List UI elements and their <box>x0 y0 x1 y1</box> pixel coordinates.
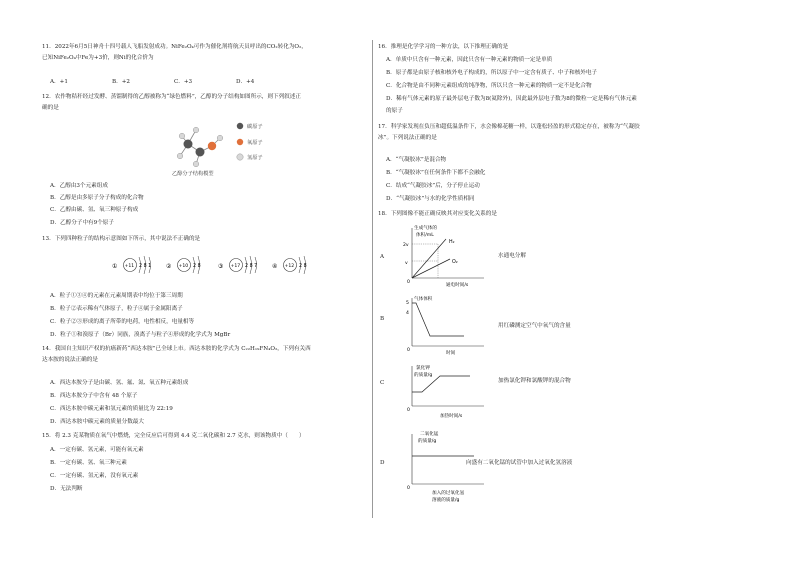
q11-option-d: D．+4 <box>236 79 255 85</box>
q14-option-c: C．西达本胺中碳元素和氢元素的质量比为 22:19 <box>50 406 173 412</box>
q11-option-b: B．+2 <box>112 79 130 85</box>
legend-oxygen: 氧原子 <box>247 140 263 146</box>
graph-b-tick-5: 5 <box>406 301 409 306</box>
particle-1 <box>112 256 151 274</box>
q17-option-a: A．“气凝胶冰”是混合物 <box>386 157 447 163</box>
graph-b-description: 用红磷测定空气中氧气的含量 <box>498 323 571 329</box>
graph-c-ylabel1: 氯化钾 <box>416 366 430 371</box>
graph-d-xlabel2: 溶液的质量/g <box>432 498 460 503</box>
q15-option-c: C．一定有碳、氢元素，没有氧元素 <box>50 473 139 479</box>
ethanol-molecule-figure <box>162 116 282 178</box>
q18-d-letter: D <box>380 460 385 466</box>
q15-option-a: A．一定有碳、氢元素，可能有氧元素 <box>50 447 144 453</box>
particle-3-nucleus: +17 <box>230 264 241 269</box>
q16-option-b: B．原子都是由原子核和核外电子构成的，所以原子中一定含有质子、中子和核外电子 <box>386 70 598 76</box>
q12-line2: 确的是 <box>42 105 59 112</box>
graph-d-ylabel2: 的质量/g <box>418 439 437 444</box>
question-15 <box>42 433 305 439</box>
graph-a-ylabel2: 体积/mL <box>416 233 434 238</box>
particle-2-label: ② <box>166 263 172 270</box>
molecule-caption: 乙醇分子结构模型 <box>172 171 214 177</box>
graph-c-ylabel2: 的质量/g <box>414 373 433 378</box>
q17-option-d: D．“气凝胶冰”与水的化学性质相同 <box>386 196 475 202</box>
q13-option-c: C．粒子②③形成的离子所带的电荷，电性相反，电量相等 <box>50 319 195 325</box>
q12-option-d: D．乙醇分子中有9个原子 <box>50 220 114 226</box>
question-18 <box>378 211 497 217</box>
graph-d-xlabel1: 加入的过氧化氢 <box>432 491 465 496</box>
graph-d-ylabel1: 二氧化锰 <box>420 432 439 437</box>
graph-d-origin: 0 <box>407 486 410 491</box>
q12-option-c: C．乙醇由碳、氢、氧三种原子构成 <box>50 207 139 213</box>
particle-4-electrons: 2 8 <box>299 264 307 269</box>
graph-b-ylabel: 气体体积 <box>414 297 433 302</box>
graph-a-h2-label: H₂ <box>449 240 455 245</box>
molecule-legend <box>237 122 263 161</box>
particle-1-electrons: 2 8 1 <box>139 264 152 269</box>
graph-a-h2-line <box>412 239 446 278</box>
q13-line1: 13．下列四种粒子的结构示意图如下所示，其中说法不正确的是 <box>42 236 201 242</box>
question-16 <box>378 44 508 50</box>
particle-2 <box>166 256 201 274</box>
question-17 <box>378 124 640 142</box>
particle-3-label: ③ <box>218 263 224 270</box>
graph-c-line <box>412 376 470 392</box>
q13-option-a: A．粒子①③④的元素在元素周期表中均位于第三周期 <box>50 293 183 299</box>
graph-a-description: 水通电分解 <box>498 253 526 259</box>
particle-2-electrons: 2 8 <box>193 264 201 269</box>
particle-3 <box>218 256 257 274</box>
graph-b-line <box>412 303 464 336</box>
q12-line1: 12．农作物秸秆经过发酵、蒸馏制得的乙醇被称为“绿色燃料”，乙醇的分子结构如图所示，则下列叙述正 <box>42 94 301 100</box>
graph-a-o2-label: O₂ <box>452 260 458 265</box>
question-14 <box>42 346 311 364</box>
q13-option-d: D．粒子①和溴原子（Br）同族，溴离子与粒子④形成的化学式为 MgBr <box>50 332 231 338</box>
q17-option-b: B．“气凝胶冰”在任何条件下都不会融化 <box>386 170 486 176</box>
q15-line1: 15．将 2.3 克某物质在氧气中燃烧，完全反应后可得到 4.4 克二氧化碳和 2.7 克水，则该物质中（ ） <box>42 433 305 439</box>
graph-c <box>394 362 489 426</box>
graph-b-xlabel: 时间 <box>446 351 456 356</box>
graph-c-xlabel: 加热时间/s <box>440 414 463 419</box>
q16-line1: 16．推理是化学学习的一种方法，以下推理正确的是 <box>378 44 509 50</box>
q17-line2: 冰”。下列说法正确的是 <box>378 135 437 142</box>
graph-b-tick-4: 4 <box>406 311 409 316</box>
q12-option-b: B．乙醇是由多原子分子构成的化合物 <box>50 195 144 201</box>
particle-1-label: ① <box>112 263 118 270</box>
q11-option-a: A．+1 <box>50 79 68 85</box>
graph-a <box>394 222 489 294</box>
particle-4 <box>272 256 307 274</box>
q18-line1: 18．下列图像不能正确反映其对应变化关系的是 <box>378 211 497 217</box>
graph-a-xlabel: 通电时间/s <box>446 283 469 288</box>
graph-a-ylabel1: 生成气体的 <box>414 226 437 231</box>
particle-4-label: ④ <box>272 263 278 270</box>
graph-c-origin: 0 <box>407 408 410 413</box>
q13-option-b: B．粒子②表示稀有气体原子，粒子④属于金属阳离子 <box>50 306 183 312</box>
q11-option-c: C．+3 <box>174 79 193 85</box>
q11-line1: 11．2022年6月5日神舟十四号载人飞船发射成功。NiFe₂O₄可作为催化剂将航天员呼出的CO₂转化为O₂， <box>42 44 307 50</box>
q17-line1: 17．科学家发现在负压和超低温条件下，水会像棉花糖一样，以蓬松轻盈的形式稳定存在，被称为“气凝胶 <box>378 124 640 130</box>
q15-option-d: D．无法判断 <box>50 486 83 492</box>
q12-option-a: A．乙醇由3个元素组成 <box>50 183 108 189</box>
column-divider <box>372 40 373 518</box>
graph-c-description: 加热氯化钾和氯酸钾的混合物 <box>498 378 571 384</box>
graph-a-o2-line <box>412 259 450 278</box>
q18-c-letter: C <box>380 380 385 386</box>
particle-1-nucleus: +11 <box>124 264 135 269</box>
q18-b-letter: B <box>380 316 385 322</box>
ethanol-model <box>177 127 223 167</box>
q14-option-d: D．西达本胺中碳元素的质量分数最大 <box>50 419 144 425</box>
q16-option-d: D．稀有气体元素的原子最外层电子数为8(氦除外)，因此最外层电子数为8的微粒一定是稀有气体元素 <box>386 96 637 102</box>
question-11 <box>42 44 307 62</box>
q16-option-c: C．化合物是由不同种元素组成的纯净物，所以只含一种元素的物质一定不是化合物 <box>386 83 592 89</box>
q16-option-a: A．单质中只含有一种元素，因此只含有一种元素的物质一定是单质 <box>386 57 553 63</box>
graph-a-tick-2v: 2v <box>403 243 409 248</box>
q14-line1: 14．我国自主知识产权的抗癌新药“西达本胺”已全球上市。西达本胺的化学式为 C₂₂H₁₉FN₄O₂，下列有关西 <box>42 346 311 352</box>
particle-structure-diagrams <box>110 252 350 278</box>
q14-option-a: A．西达本胺分子是由碳、氢、氟、氮、氧五种元素组成 <box>50 380 189 386</box>
graph-b <box>394 294 489 364</box>
q14-line2: 达本胺的说法正确的是 <box>42 357 98 364</box>
q11-line2: 已知NiFe₂O₄中Fe为+3价，则Ni的化合价为 <box>42 55 154 62</box>
graph-d-description: 向盛有二氧化锰的试管中加入过氧化氢溶液 <box>466 460 573 466</box>
particle-3-electrons: 2 8 7 <box>245 264 258 269</box>
graph-a-tick-v: v <box>405 261 408 266</box>
q14-option-b: B．西达本胺分子中含有 48 个原子 <box>50 393 138 399</box>
question-13 <box>42 236 200 242</box>
q18-a-letter: A <box>380 254 385 260</box>
graph-d <box>394 428 494 508</box>
particle-2-nucleus: +10 <box>178 264 189 269</box>
q17-option-c: C．结成“气凝胶冰”后，分子停止运动 <box>386 183 480 189</box>
question-12 <box>42 94 301 112</box>
q16-option-d-cont: 的原子 <box>386 108 403 114</box>
legend-carbon: 碳原子 <box>247 124 263 130</box>
graph-b-origin: 0 <box>407 348 410 353</box>
legend-hydrogen: 氢原子 <box>247 155 263 161</box>
particle-4-nucleus: +12 <box>284 264 295 269</box>
graph-a-origin: 0 <box>407 280 410 285</box>
q15-option-b: B．一定有碳、氢、氧三种元素 <box>50 460 127 466</box>
